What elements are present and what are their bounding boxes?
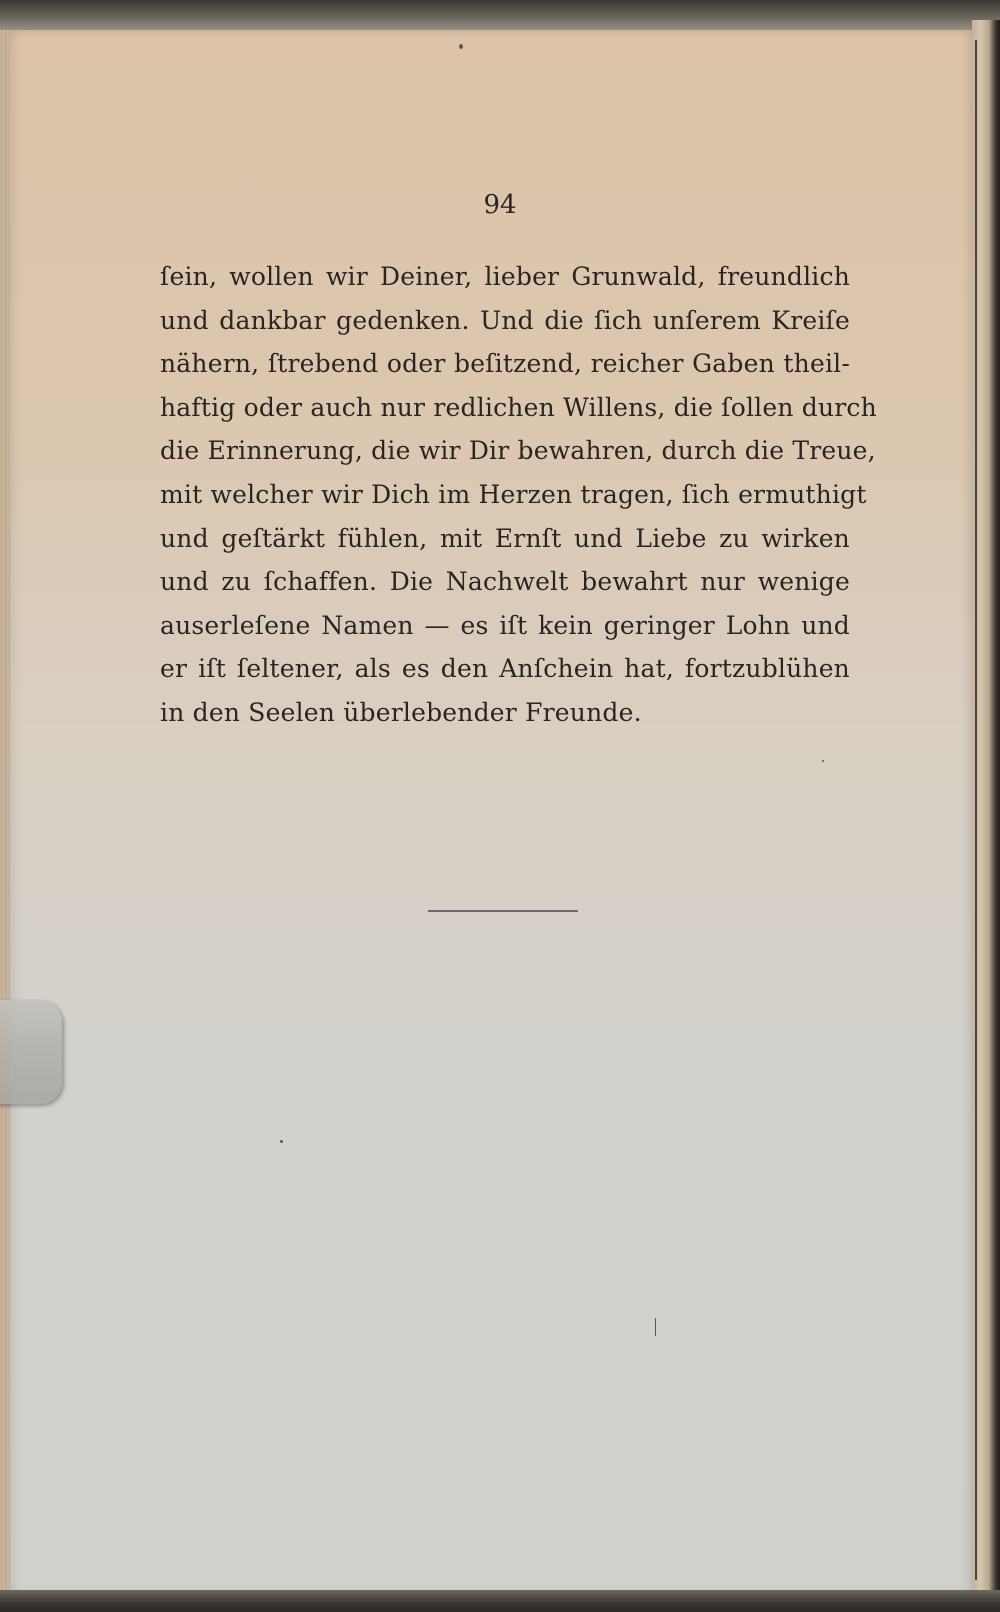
text-line: er iſt ſeltener, als es den Anſchein hat, fortzublühen [160,654,850,684]
page-number: 94 [483,190,517,220]
paper-speck [280,1140,283,1143]
text-line: und geſtärkt fühlen, mit Ernſt und Liebe zu wirken [160,523,850,553]
right-margin-shadow-line [975,40,977,1580]
body-paragraph [160,255,877,735]
paper-speck [459,44,463,49]
paper-speck [655,1318,656,1336]
text-line: ſein, wollen wir Deiner, lieber Grunwald, freundlich [160,262,850,291]
text-line: haftig oder auch nur redlichen Willens, die ſollen durch [160,392,877,422]
end-of-text-rule [428,910,578,912]
paper-speck [822,760,824,762]
text-line: und zu ſchaffen. Die Nachwelt bewahrt nur wenige [160,567,850,597]
bottom-binding-edge [0,1590,1000,1612]
text-line: die Erinnerung, die wir Dir bewahren, durch die Treue, [160,436,876,466]
text-line: in den Seelen überlebender Freunde. [160,697,642,727]
text-line: mit welcher wir Dich im Herzen tragen, ſich ermuthigt [160,479,867,509]
text-line: und dankbar gedenken. Und die ſich unſerem Kreiſe [160,305,850,335]
text-line: nähern, ſtrebend oder beſitzend, reicher Gaben theil- [160,349,850,379]
page-marker-tab [0,1000,62,1104]
text-line: auserleſene Namen — es iſt kein geringer Lohn und [160,610,850,640]
